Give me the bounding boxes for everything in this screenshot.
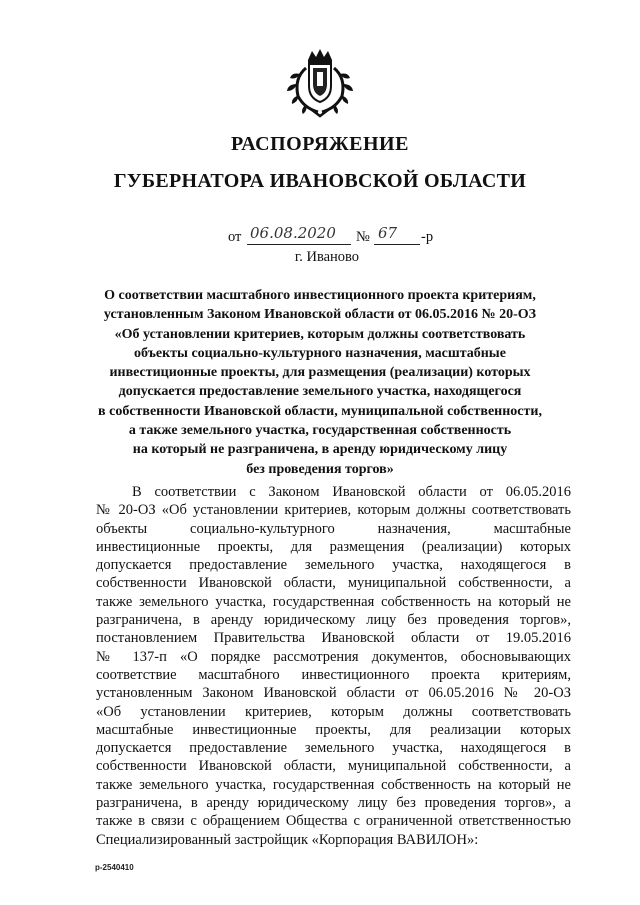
body-line: масштабные инвестиционные проекты, для реализации которых	[96, 721, 571, 738]
subject-line: О соответствии масштабного инвестиционного проекта критериям,	[104, 288, 536, 303]
city: г. Иваново	[294, 249, 360, 265]
order-number: 67	[378, 224, 398, 242]
body-line: собственности Ивановской области, муниципальной собственности, а	[96, 575, 571, 592]
body-line: постановлением Правительства Ивановской области от 19.05.2016	[96, 630, 571, 647]
body-line: собственности Ивановской области, муниципальной собственности, а	[96, 758, 571, 775]
document-title: РАСПОРЯЖЕНИЕ	[231, 133, 409, 155]
subject-line: на который не разграничена, в аренду юридическому лицу	[132, 442, 508, 458]
subject-line: допускается предоставление земельного участка, находящегося	[118, 384, 522, 400]
number-sign: №	[356, 229, 370, 245]
body-line: объекты социально-культурного назначения, масштабные	[96, 520, 571, 537]
subject-line: без проведения торгов»	[246, 461, 394, 477]
body-line: инвестиционные проекты, для размещения (реализации) которых	[96, 538, 571, 555]
body-line: установленным Законом Ивановской области от 06.05.2016 № 20-ОЗ	[96, 685, 571, 702]
body-line: также в связи с обращением Общества с ограниченной ответственностью	[96, 813, 571, 830]
document-body	[96, 483, 571, 849]
body-line: допускается предоставление земельного участка, находящегося в	[96, 740, 571, 757]
body-line: также земельного участка, государственная собственность на который не	[96, 776, 571, 793]
body-line: разграничена, в аренду юридическому лицу без проведения торгов», а	[96, 795, 571, 812]
subject-line: установленным Законом Ивановской области от 06.05.2016 № 20-ОЗ	[103, 307, 537, 323]
subject-line: «Об установлении критериев, которым должны соответствовать	[114, 326, 526, 342]
date-prefix: от	[228, 229, 242, 245]
body-line: «Об установлении критериев, которым должны соответствовать	[96, 703, 571, 720]
body-line: Специализированный застройщик «Корпорация ВАВИЛОН»:	[96, 831, 479, 848]
number-suffix: -р	[421, 229, 434, 245]
body-line: № 20-ОЗ «Об установлении критериев, которым должны соответствовать	[96, 502, 571, 519]
coat-of-arms-icon	[284, 48, 356, 118]
body-line: № 137-п «О порядке рассмотрения документов, обосновывающих	[96, 648, 571, 665]
subject-line: а также земельного участка, государственная собственность	[128, 423, 512, 439]
number-underline	[374, 244, 420, 245]
subject-line: в собственности Ивановской области, муниципальной собственности,	[98, 403, 542, 419]
subject-line: объекты социально-культурного назначения, масштабные	[134, 345, 506, 361]
body-line: В соответствии с Законом Ивановской области от 06.05.2016	[132, 484, 571, 500]
order-date-number	[228, 225, 448, 247]
body-line: также земельного участка, государственная собственность на который не	[96, 593, 571, 610]
date-underline	[247, 244, 351, 245]
body-line: разграничена, в аренду юридическому лицу без проведения торгов»,	[96, 612, 571, 629]
document-subject	[90, 286, 550, 479]
order-date: 06.08.2020	[250, 224, 336, 242]
body-line: соответствие масштабного инвестиционного проекта критериям,	[96, 666, 571, 683]
subject-line: инвестиционные проекты, для размещения (реализации) которых	[109, 365, 531, 381]
document-code: р-2540410	[95, 863, 134, 872]
body-line: допускается предоставление земельного участка, находящегося в	[96, 557, 571, 574]
document-issuer: ГУБЕРНАТОРА ИВАНОВСКОЙ ОБЛАСТИ	[113, 170, 527, 192]
